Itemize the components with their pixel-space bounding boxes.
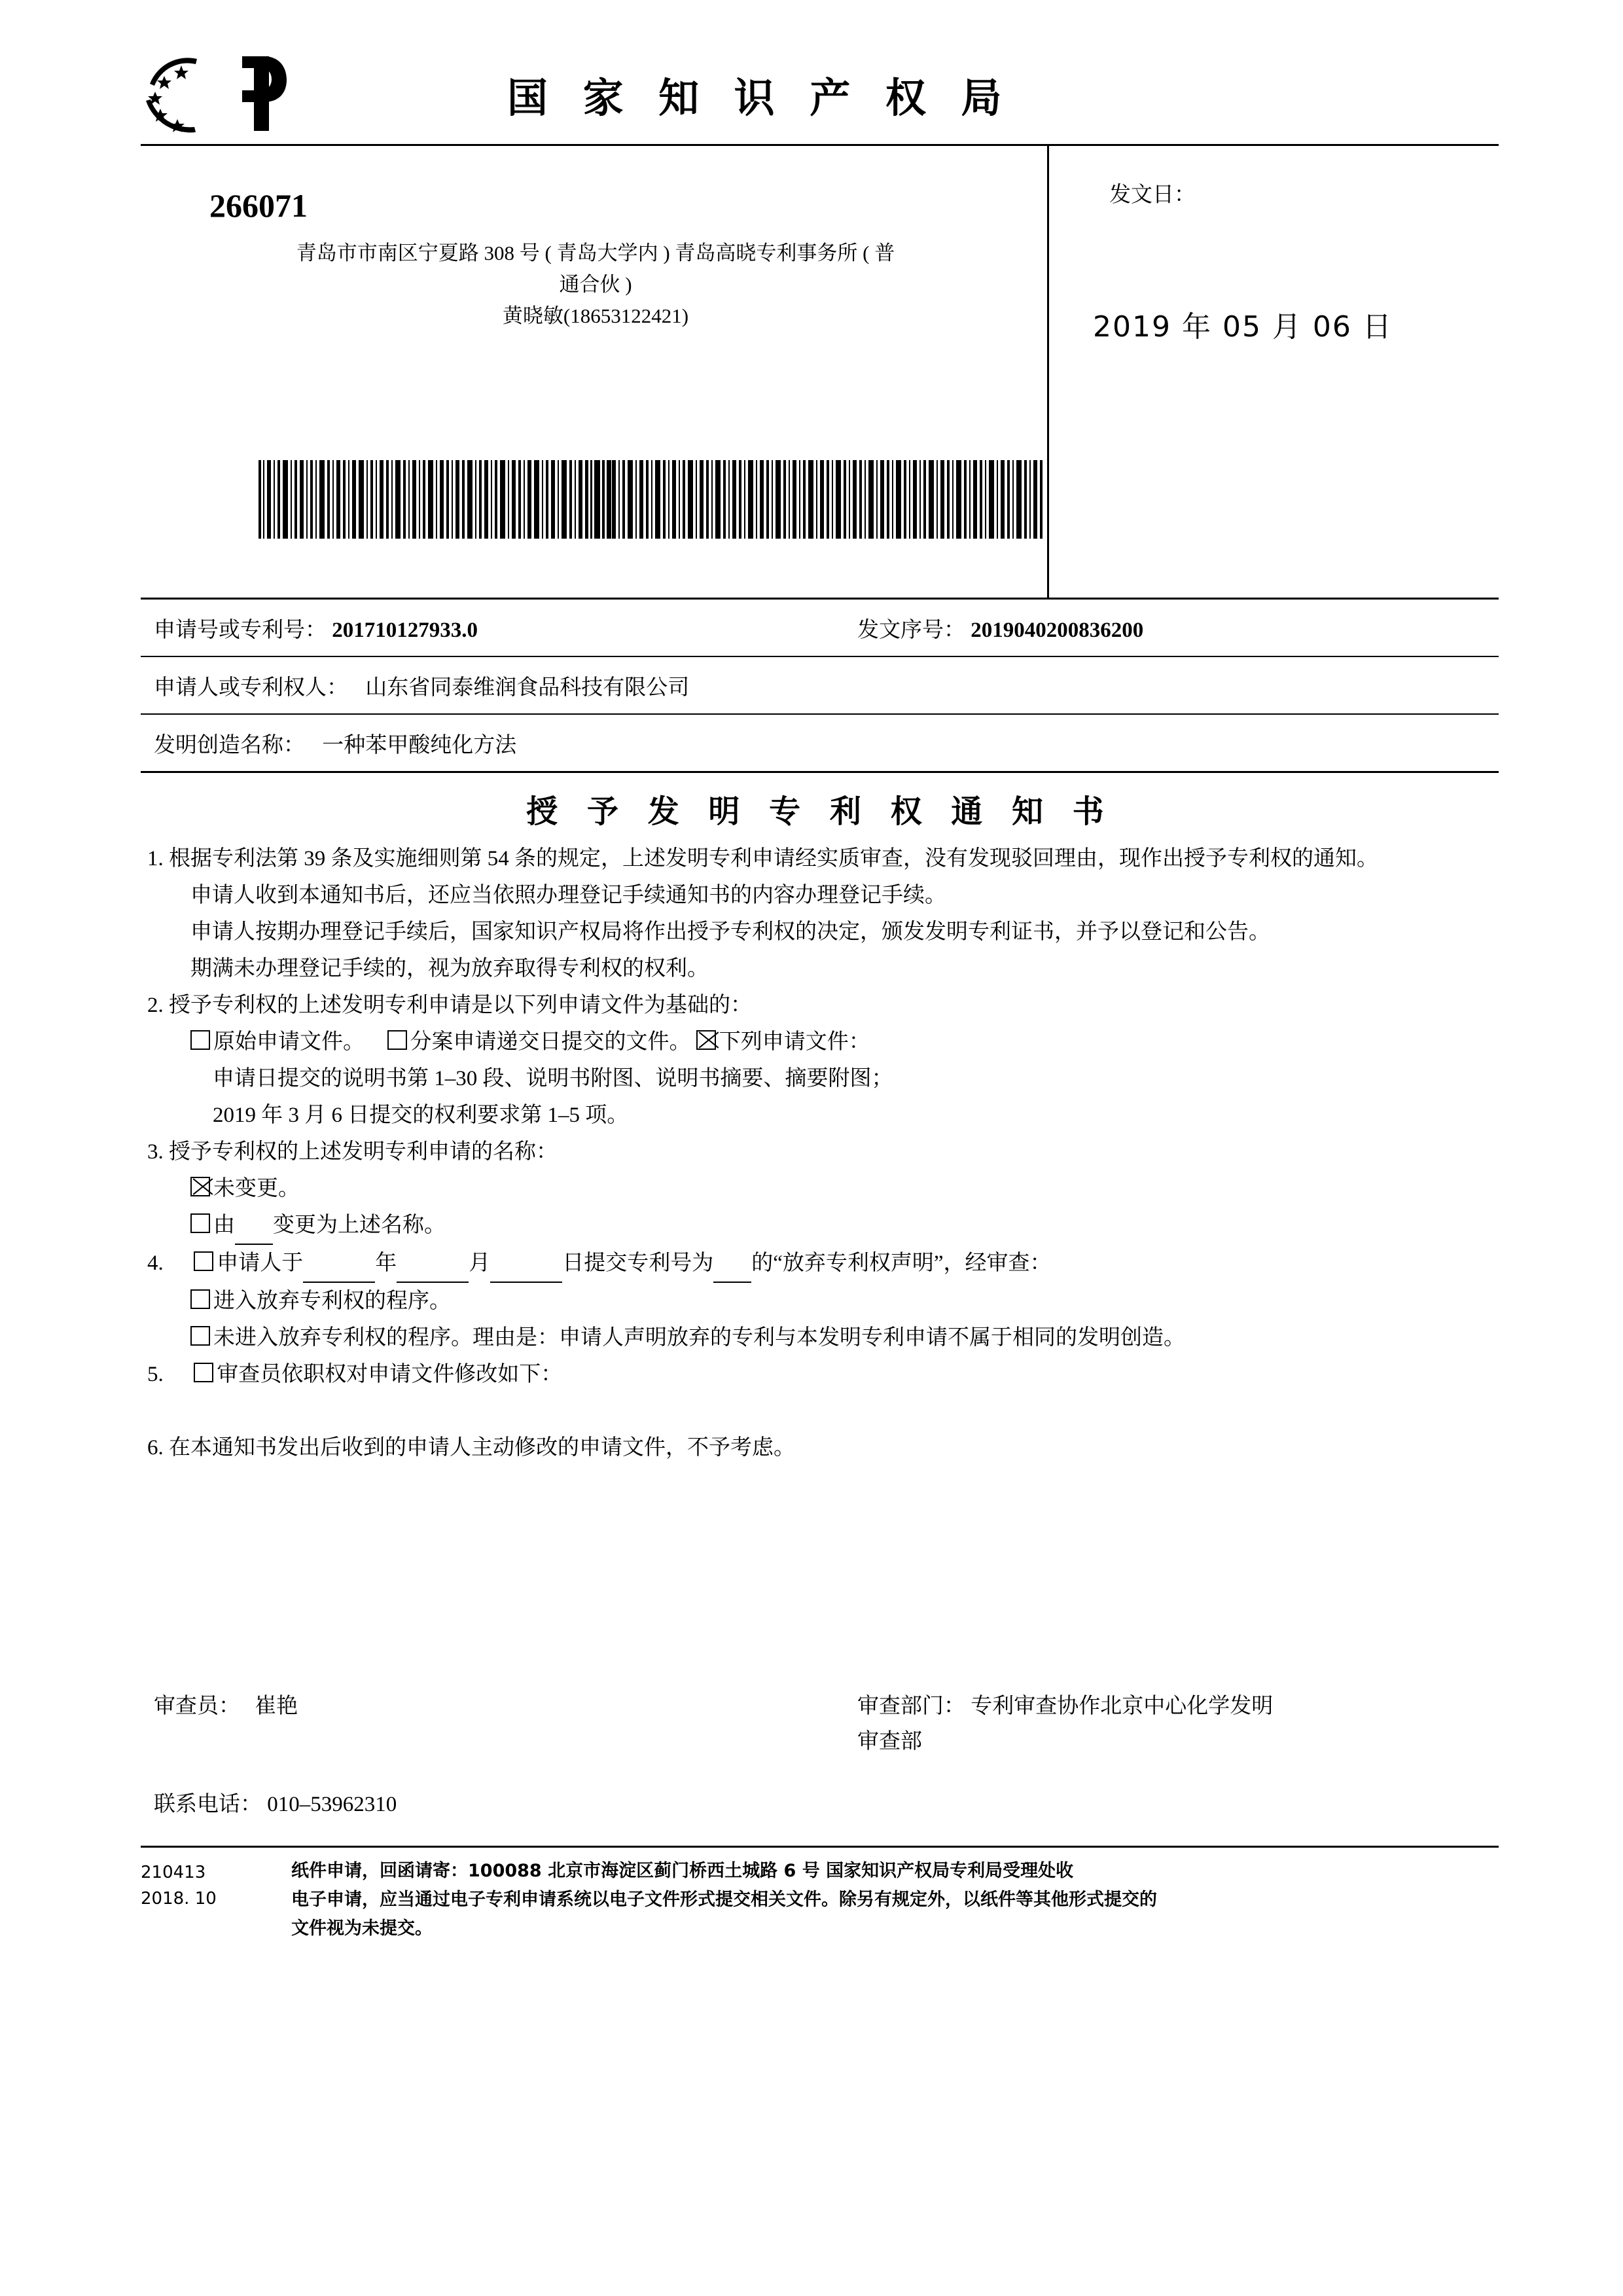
send-date-label: 发文日：	[1109, 183, 1196, 207]
checkbox-divisional-docs[interactable]	[387, 1030, 407, 1050]
checkbox-name-unchanged[interactable]	[190, 1177, 210, 1196]
footer-code-block	[141, 1859, 217, 1912]
applicant-label: 申请人或专利权人：	[154, 676, 348, 700]
cnipa-logo-icon	[141, 51, 291, 136]
item4-month-blank[interactable]	[397, 1245, 469, 1283]
paragraph-3: 申请人按期办理登记手续后，国家知识产权局将作出授予专利权的决定，颁发发明专利证书，并予以登记和公告。	[190, 920, 1270, 944]
footer-note-1: 纸件申请，回函请寄：100088 北京市海淀区蓟门桥西土城路 6 号 国家知识产权局专利局受理处收	[291, 1861, 1074, 1881]
department-value-1: 专利审查协作北京中心化学发明	[971, 1695, 1274, 1718]
footer-note-3: 文件视为未提交。	[291, 1918, 433, 1939]
notice-body	[141, 840, 1499, 1466]
option-enter-abandon	[147, 1283, 1492, 1319]
barcode-2	[586, 460, 1044, 539]
footer-notes	[141, 1857, 1499, 1943]
examiner-label: 审查员：	[154, 1695, 240, 1718]
checkbox-original-docs[interactable]	[190, 1030, 210, 1050]
item4-patentno-blank[interactable]	[713, 1245, 751, 1283]
serial-no-field	[857, 613, 1143, 643]
invention-field	[154, 728, 516, 759]
addressee-name: 黄晓敏(18653122421)	[502, 304, 689, 327]
field-row-applicant	[141, 657, 1499, 713]
item4-year-blank[interactable]	[303, 1245, 375, 1283]
document-header	[141, 39, 1499, 144]
phone-field	[154, 1787, 397, 1818]
phone-value: 010–53962310	[267, 1793, 397, 1816]
paragraph-1: 1. 根据专利法第 39 条及实施细则第 54 条的规定，上述发明专利申请经实质审查，没有发现驳回理由，现作出授予专利权的通知。	[147, 847, 1378, 870]
send-date-value: 2019 年 05 月 06 日	[1093, 310, 1393, 344]
app-no-label: 申请号或专利号：	[154, 619, 327, 642]
label-enter-abandon: 进入放弃专利权的程序。	[213, 1289, 451, 1313]
label-item-4-month: 月	[469, 1251, 491, 1275]
paragraph-5: 2. 授予专利权的上述发明专利申请是以下列申请文件为基础的：	[147, 994, 752, 1017]
checkbox-enter-abandon[interactable]	[190, 1289, 210, 1309]
option-name-unchanged	[147, 1170, 1492, 1207]
examiner-field	[154, 1689, 298, 1719]
checkbox-item-5[interactable]	[194, 1363, 213, 1382]
field-row-invention	[141, 715, 1499, 771]
label-item-5: 审查员依职权对申请文件修改如下：	[217, 1363, 563, 1386]
notice-title: 授 予 发 明 专 利 权 通 知 书	[526, 793, 1113, 830]
page-title: 国 家 知 识 产 权 局	[507, 74, 1012, 122]
checkbox-name-changed[interactable]	[190, 1213, 210, 1233]
address-block	[141, 146, 1499, 598]
applicant-value: 山东省同泰维润食品科技有限公司	[365, 676, 690, 700]
label-name-unchanged: 未变更。	[213, 1177, 300, 1200]
checkbox-following-docs[interactable]	[696, 1030, 716, 1050]
examiner-value: 崔艳	[255, 1695, 298, 1718]
label-item-4-b: 的“放弃专利权声明”，经审查：	[751, 1251, 1052, 1275]
address-line-1: 青岛市市南区宁夏路 308 号 ( 青岛大学内 ) 青岛高晓专利事务所 ( 普	[296, 242, 895, 264]
item-4-row	[147, 1245, 1492, 1283]
label-item-4-year: 年	[375, 1251, 397, 1275]
option-name-changed	[147, 1207, 1492, 1245]
item-5-row	[147, 1356, 1492, 1393]
postcode: 266071	[209, 187, 308, 224]
department-label: 审查部门：	[857, 1695, 965, 1718]
item-5-number: 5.	[147, 1363, 164, 1386]
checkbox-not-enter-abandon[interactable]	[190, 1326, 210, 1346]
footer-note-2: 电子申请，应当通过电子专利申请系统以电子文件形式提交相关文件。除另有规定外，以纸件等其他形式提交的	[291, 1890, 1157, 1910]
label-not-enter-abandon: 未进入放弃专利权的程序。理由是：申请人声明放弃的专利与本发明专利申请不属于相同的发明创造。	[213, 1326, 1185, 1350]
label-original-docs: 原始申请文件。	[213, 1030, 365, 1054]
paragraph-7: 6. 在本通知书发出后收到的申请人主动修改的申请文件，不予考虑。	[147, 1436, 795, 1460]
serial-no-label: 发文序号：	[857, 619, 965, 642]
footer-form-code: 210413	[141, 1863, 206, 1882]
app-no-value: 201710127933.0	[332, 619, 478, 642]
checkbox-item-4[interactable]	[194, 1251, 213, 1271]
label-divisional-docs: 分案申请递交日提交的文件。	[410, 1030, 691, 1054]
label-item-4-day: 日提交专利号为	[562, 1251, 714, 1275]
item4-day-blank[interactable]	[490, 1245, 562, 1283]
option-not-enter-abandon	[147, 1319, 1492, 1356]
app-no-field	[154, 613, 478, 643]
signature-block	[141, 1682, 1499, 1846]
serial-no-value: 2019040200836200	[971, 619, 1144, 642]
barcode-1	[259, 460, 612, 539]
paragraph-2: 申请人收到本通知书后，还应当依照办理登记手续通知书的内容办理登记手续。	[190, 884, 946, 907]
label-item-4-a: 申请人于	[217, 1251, 304, 1275]
options-basis-row	[147, 1024, 1492, 1060]
department-field	[857, 1689, 1273, 1759]
department-line-2: 审查部	[857, 1730, 922, 1753]
applicant-field	[154, 670, 689, 701]
phone-label: 联系电话：	[154, 1793, 262, 1816]
document-footer	[141, 1848, 1499, 1943]
vertical-divider	[1047, 146, 1049, 598]
document-content	[141, 39, 1499, 1943]
docs-line-2: 2019 年 3 月 6 日提交的权利要求第 1–5 项。	[213, 1103, 629, 1127]
invention-label: 发明创造名称：	[154, 734, 305, 757]
address-line-2: 通合伙 )	[559, 273, 632, 296]
paragraph-4: 期满未办理登记手续的，视为放弃取得专利权的权利。	[190, 957, 709, 980]
invention-value: 一种苯甲酸纯化方法	[322, 734, 517, 757]
label-name-changed-post: 变更为上述名称。	[273, 1213, 446, 1237]
field-row-app-no	[141, 600, 1499, 656]
docs-line-1: 申请日提交的说明书第 1–30 段、说明书附图、说明书摘要、摘要附图；	[213, 1067, 893, 1090]
department-line-1	[857, 1689, 1273, 1724]
item-4-number: 4.	[147, 1251, 164, 1275]
label-name-changed-pre: 由	[213, 1213, 235, 1237]
barcode-area	[180, 460, 1031, 539]
paragraph-6: 3. 授予专利权的上述发明专利申请的名称：	[147, 1140, 558, 1164]
label-following-docs: 下列申请文件：	[719, 1030, 870, 1054]
name-changed-blank[interactable]	[235, 1207, 273, 1245]
addressee-block	[167, 238, 1024, 332]
footer-form-version: 2018. 10	[141, 1889, 217, 1909]
